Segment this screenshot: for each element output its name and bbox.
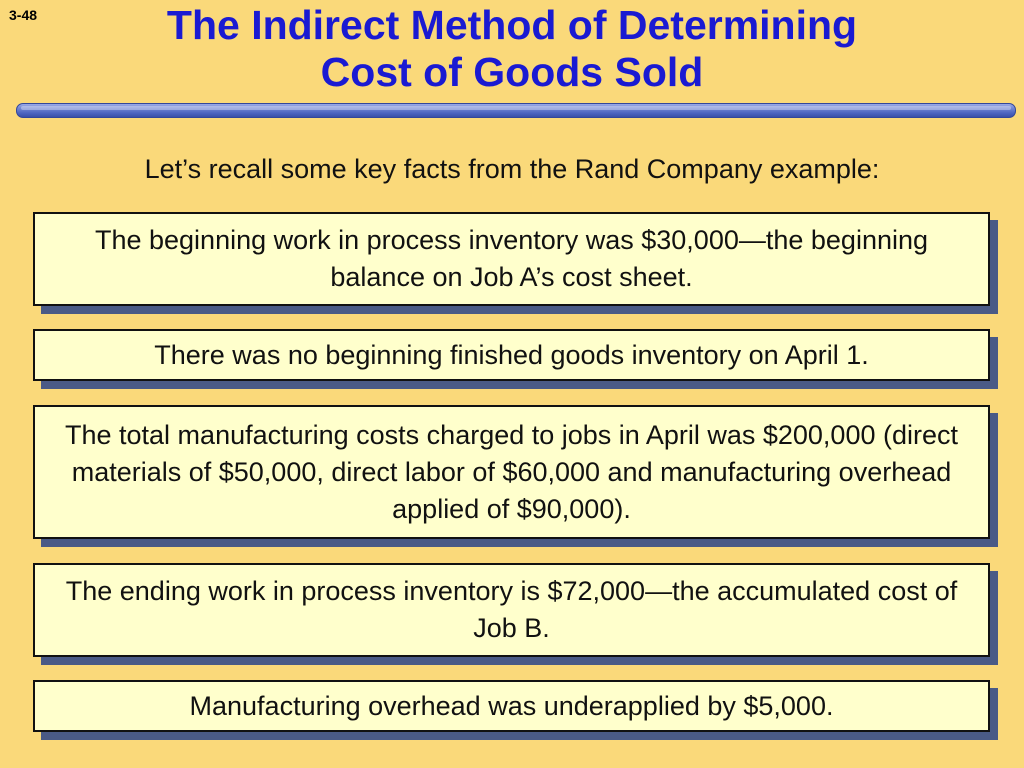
intro-text: Let’s recall some key facts from the Rand Company example: (144, 154, 880, 184)
slide-title-line-1: The Indirect Method of Determining (166, 2, 858, 48)
slide-title-line-2: Cost of Goods Sold (320, 49, 704, 95)
fact-text: Manufacturing overhead was underapplied by $5,000. (189, 690, 834, 721)
slide-number: 3-48 (9, 7, 38, 23)
fact-text: The ending work in process inventory is $72,000—the accumulated cost of Job B. (65, 576, 958, 643)
fact-text: The beginning work in process inventory was $30,000—the beginning balance on Job A’s cost sheet. (94, 225, 929, 292)
fact-box-underapplied-overhead (33, 680, 990, 732)
fact-box-beginning-finished-goods (33, 329, 990, 381)
slide-title (0, 2, 1024, 96)
fact-text: There was no beginning finished goods inventory on April 1. (154, 339, 869, 370)
title-divider-bar (16, 103, 1016, 118)
fact-box-ending-wip (33, 563, 990, 657)
fact-text: The total manufacturing costs charged to jobs in April was $200,000 (direct materials of $50,000, direct labor of $60,000 and manufacturing overhead applied of $90,000). (65, 419, 958, 524)
fact-box-beginning-wip (33, 212, 990, 306)
fact-box-total-manufacturing-costs (33, 405, 990, 539)
